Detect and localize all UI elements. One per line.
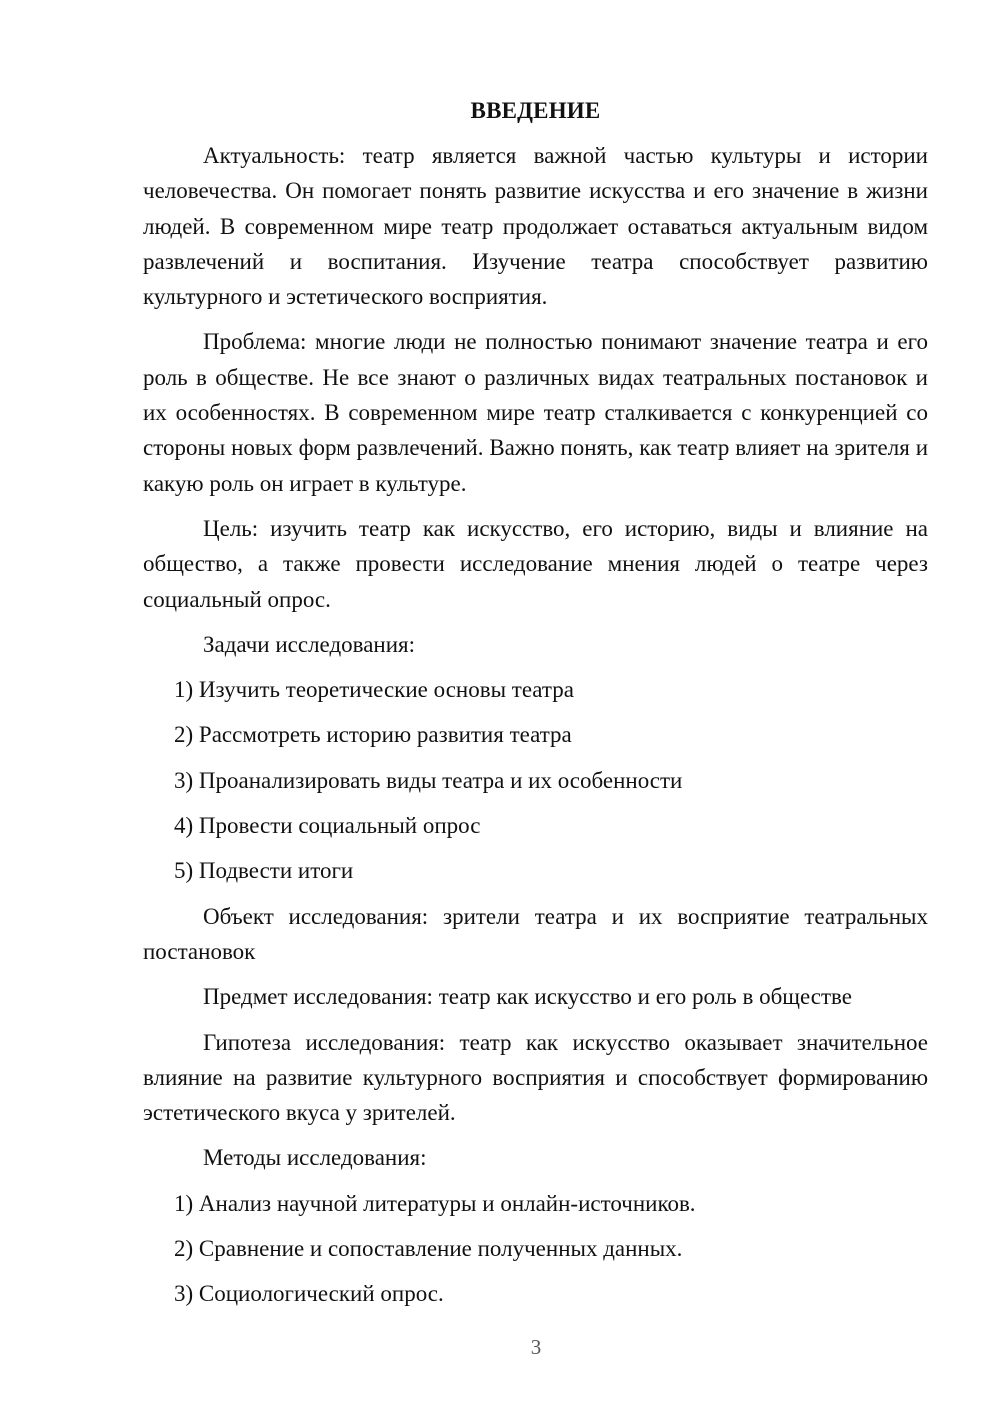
goal-paragraph: Цель: изучить театр как искусство, его историю, виды и влияние на общество, а также провести исследование мнения людей о театре через социальный опрос. bbox=[143, 515, 928, 612]
list-item: 3) Социологический опрос. bbox=[174, 1281, 444, 1307]
page-number: 3 bbox=[530, 1335, 542, 1359]
problem-paragraph: Проблема: многие люди не полностью понимают значение театра и его роль в обществе. Не все знают о различных видах театральных постановок и их особенностях. В современном мире театр сталкивается с конкуренцией со стороны новых форм развлечений. Важно понять, как театр влияет на зрителя и какую роль он играет в культуре. bbox=[143, 329, 928, 496]
list-item: 3) Проанализировать виды театра и их особенности bbox=[174, 767, 683, 793]
hypothesis-paragraph: Гипотеза исследования: театр как искусство оказывает значительное влияние на развитие культурного восприятия и способствует формированию эстетического вкуса у зрителей. bbox=[143, 1029, 928, 1126]
document-body bbox=[143, 94, 928, 1322]
list-item: 1) Изучить теоретические основы театра bbox=[174, 677, 574, 703]
tasks-list bbox=[143, 672, 928, 888]
list-item: 5) Подвести итоги bbox=[174, 858, 354, 884]
methods-list bbox=[143, 1186, 928, 1312]
list-item: 2) Рассмотреть историю развития театра bbox=[174, 722, 572, 748]
list-item: 1) Анализ научной литературы и онлайн-источников. bbox=[174, 1190, 696, 1216]
subject-paragraph: Предмет исследования: театр как искусство и его роль в обществе bbox=[203, 984, 852, 1010]
tasks-heading: Задачи исследования: bbox=[203, 631, 416, 657]
relevance-paragraph: Актуальность: театр является важной частью культуры и истории человечества. Он помогает понять развитие искусства и его значение в жизни людей. В современном мире театр продолжает оставаться актуальным видом развлечений и воспитания. Изучение театра способствует развитию культурного и эстетического восприятия. bbox=[143, 143, 928, 310]
page-title: ВВЕДЕНИЕ bbox=[470, 98, 601, 123]
object-paragraph: Объект исследования: зрители театра и их восприятие театральных постановок bbox=[143, 903, 928, 964]
list-item: 2) Сравнение и сопоставление полученных данных. bbox=[174, 1236, 683, 1262]
methods-heading: Методы исследования: bbox=[203, 1145, 427, 1171]
list-item: 4) Провести социальный опрос bbox=[174, 813, 481, 839]
